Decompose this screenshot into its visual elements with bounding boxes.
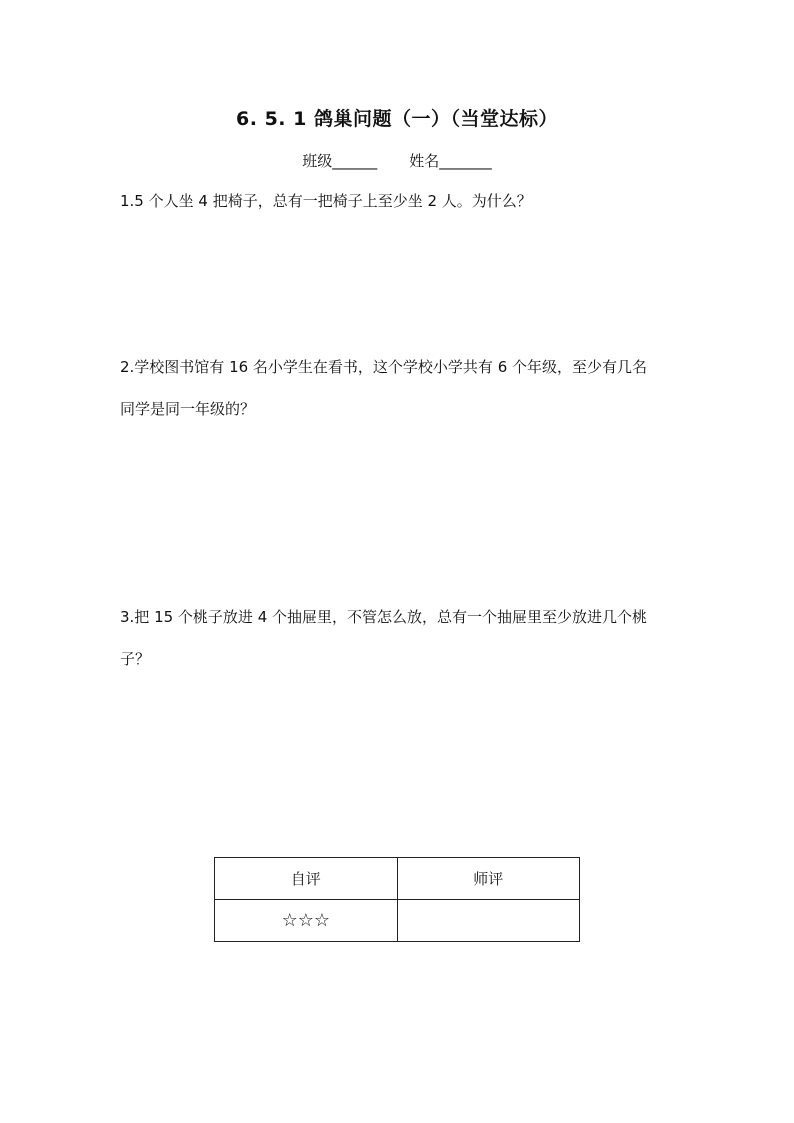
question-3: [120, 596, 690, 680]
question-1: [120, 180, 690, 222]
teacher-evaluation-cell[interactable]: [397, 900, 579, 942]
teacher-evaluation-header: 师评: [397, 858, 579, 900]
question-line: 2.学校图书馆有 16 名小学生在看书，这个学校小学共有 6 个年级，至少有几名: [120, 358, 648, 376]
question-line: 3.把 15 个桃子放进 4 个抽屉里，不管怎么放，总有一个抽屉里至少放进几个桃: [120, 608, 648, 626]
name-field-label: 姓名_______: [409, 152, 492, 170]
question-line: 同学是同一年级的？: [120, 400, 256, 418]
question-line: 1.5 个人坐 4 把椅子，总有一把椅子上至少坐 2 人。为什么？: [120, 192, 532, 210]
student-info-line: [0, 150, 794, 171]
class-field-label: 班级______: [302, 152, 378, 170]
self-evaluation-header: 自评: [215, 858, 398, 900]
question-line: 子？: [120, 650, 151, 668]
table-row: [215, 900, 580, 942]
evaluation-table: [214, 857, 580, 942]
question-2: [120, 346, 690, 430]
table-header-row: [215, 858, 580, 900]
self-evaluation-stars[interactable]: ☆☆☆: [215, 900, 398, 942]
page-title: 6. 5. 1 鸽巢问题（一）（当堂达标）: [236, 108, 558, 130]
